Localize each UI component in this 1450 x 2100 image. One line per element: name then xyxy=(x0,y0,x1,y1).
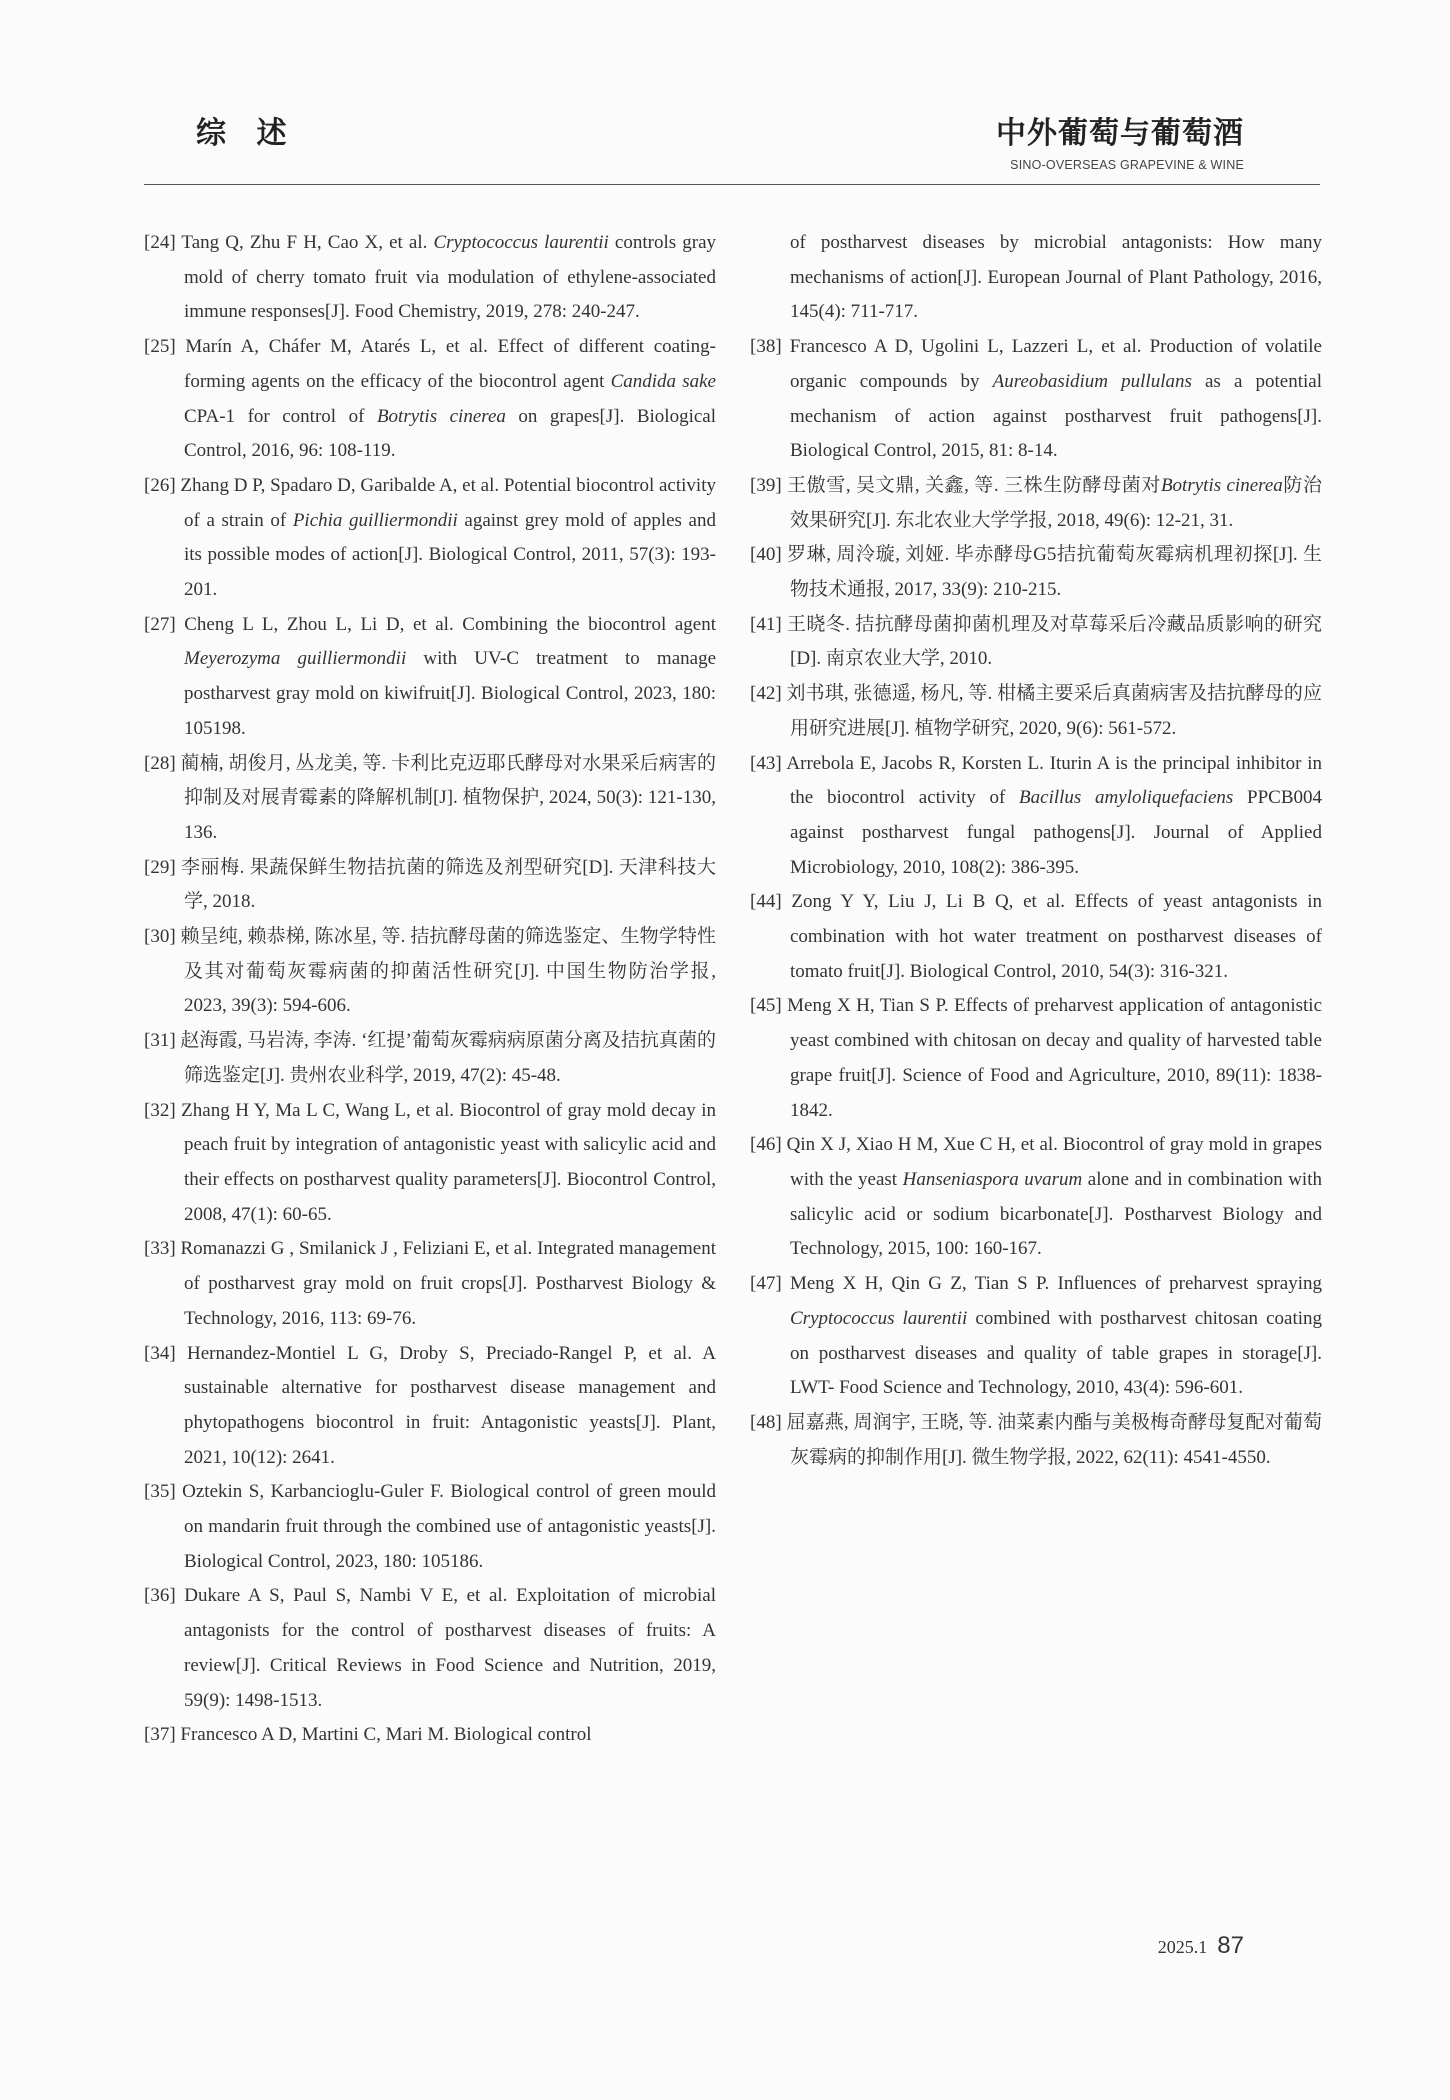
reference-entry: [39] 王傲雪, 吴文鼎, 关鑫, 等. 三株生防酵母菌对Botrytis cinerea防治效果研究[J]. 东北农业大学学报, 2018, 49(6): 12-21, 31. xyxy=(750,474,1322,531)
reference-entry: [36] Dukare A S, Paul S, Nambi V E, et al. Exploitation of microbial antagonists for the control of postharvest diseases of fruits: A review[J]. Critical Reviews in Food Science and Nutrition, 2019, 59(9): 1498-1513. xyxy=(144,1585,716,1711)
journal-title-cn: 中外葡萄与葡萄酒 xyxy=(996,116,1244,151)
header-divider xyxy=(144,184,1320,185)
reference-entry: [27] Cheng L L, Zhou L, Li D, et al. Combining the biocontrol agent Meyerozyma guilliermondii with UV-C treatment to manage postharvest gray mold on kiwifruit[J]. Biological Control, 2023, 180: 105198. xyxy=(144,613,717,739)
page-number: 87 xyxy=(1217,1932,1244,1959)
reference-entry: [40] 罗琳, 周泠璇, 刘娅. 毕赤酵母G5拮抗葡萄灰霉病机理初探[J]. 生物技术通报, 2017, 33(9): 210-215. xyxy=(750,544,1322,601)
reference-entry: [47] Meng X H, Qin G Z, Tian S P. Influences of preharvest spraying Cryptococcus laurentii combined with postharvest chitosan coating on postharvest diseases and quality of table grapes in storage[J]. LWT- Food Science and Technology, 2010, 43(4): 596-601. xyxy=(750,1273,1322,1399)
reference-entry: [24] Tang Q, Zhu F H, Cao X, et al. Cryptococcus laurentii controls gray mold of cherry tomato fruit via modulation of ethylene-associated immune responses[J]. Food Chemistry, 2019, 278: 240-247. xyxy=(144,232,717,323)
reference-entry: [35] Oztekin S, Karbancioglu-Guler F. Biological control of green mould on mandarin fruit through the combined use of antagonistic yeasts[J]. Biological Control, 2023, 180: 105186. xyxy=(144,1481,716,1572)
reference-entry: [31] 赵海霞, 马岩涛, 李涛. ‘红提’葡萄灰霉病病原菌分离及拮抗真菌的筛选鉴定[J]. 贵州农业科学, 2019, 47(2): 45-48. xyxy=(144,1030,716,1086)
reference-entry: [28] 蔺楠, 胡俊月, 丛龙美, 等. 卡利比克迈耶氏酵母对水果采后病害的抑制及对展青霉素的降解机制[J]. 植物保护, 2024, 50(3): 121-130, 136. xyxy=(144,752,716,843)
reference-entry: of postharvest diseases by microbial antagonists: How many mechanisms of action[J]. European Journal of Plant Pathology, 2016, 145(4): 711-717. xyxy=(790,232,1322,323)
reference-entry: [25] Marín A, Cháfer M, Atarés L, et al. Effect of different coating-forming agents on the efficacy of the biocontrol agent Candida sake CPA-1 for control of Botrytis cinerea on grapes[J]. Biological Control, 2016, 96: 108-119. xyxy=(144,336,716,462)
journal-masthead xyxy=(996,108,1244,172)
page-footer xyxy=(1158,1932,1244,1960)
reference-entry: [33] Romanazzi G , Smilanick J , Feliziani E, et al. Integrated management of postharvest gray mold on fruit crops[J]. Postharvest Biology & Technology, 2016, 113: 69-76. xyxy=(144,1238,716,1329)
reference-entry: [34] Hernandez-Montiel L G, Droby S, Preciado-Rangel P, et al. A sustainable alternative for postharvest disease management and phytopathogens biocontrol in fruit: Antagonistic yeasts[J]. Plant, 2021, 10(12): 2641. xyxy=(144,1342,716,1468)
reference-column-left xyxy=(144,226,716,1753)
reference-entry: [41] 王晓冬. 拮抗酵母菌抑菌机理及对草莓采后冷藏品质影响的研究[D]. 南京农业大学, 2010. xyxy=(750,613,1322,670)
reference-entry: [32] Zhang H Y, Ma L C, Wang L, et al. Biocontrol of gray mold decay in peach fruit by integration of antagonistic yeast with salicylic acid and their effects on postharvest quality parameters[J]. Biocontrol Control, 2008, 47(1): 60-65. xyxy=(144,1099,716,1225)
reference-entry: [30] 赖呈纯, 赖恭梯, 陈冰星, 等. 拮抗酵母菌的筛选鉴定、生物学特性及其对葡萄灰霉病菌的抑菌活性研究[J]. 中国生物防治学报, 2023, 39(3): 594-606. xyxy=(144,926,716,1017)
reference-entry: [44] Zong Y Y, Liu J, Li B Q, et al. Effects of yeast antagonists in combination with hot water treatment on postharvest diseases of tomato fruit[J]. Biological Control, 2010, 54(3): 316-321. xyxy=(750,891,1322,982)
reference-entry: [37] Francesco A D, Martini C, Mari M. Biological control xyxy=(144,1724,592,1746)
journal-title-en: SINO-OVERSEAS GRAPEVINE & WINE xyxy=(1010,158,1244,172)
reference-entry: [38] Francesco A D, Ugolini L, Lazzeri L, et al. Production of volatile organic compounds by Aureobasidium pullulans as a potential mechanism of action against postharvest fruit pathogens[J]. Biological Control, 2015, 81: 8-14. xyxy=(750,336,1322,462)
reference-entry: [43] Arrebola E, Jacobs R, Korsten L. Iturin A is the principal inhibitor in the biocontrol activity of Bacillus amyloliquefaciens PPCB004 against postharvest fungal pathogens[J]. Journal of Applied Microbiology, 2010, 108(2): 386-395. xyxy=(750,752,1323,878)
reference-entry: [46] Qin X J, Xiao H M, Xue C H, et al. Biocontrol of gray mold in grapes with the yeast Hanseniaspora uvarum alone and in combination with salicylic acid or sodium bicarbonate[J]. Postharvest Biology and Technology, 2015, 100: 160-167. xyxy=(750,1134,1322,1260)
reference-column-right xyxy=(750,226,1322,1475)
reference-entry: [42] 刘书琪, 张德遥, 杨凡, 等. 柑橘主要采后真菌病害及拮抗酵母的应用研究进展[J]. 植物学研究, 2020, 9(6): 561-572. xyxy=(750,683,1322,739)
reference-entry: [48] 屈嘉燕, 周润宇, 王晓, 等. 油菜素内酯与美极梅奇酵母复配对葡萄灰霉病的抑制作用[J]. 微生物学报, 2022, 62(11): 4541-4550. xyxy=(750,1411,1322,1468)
reference-entry: [45] Meng X H, Tian S P. Effects of preharvest application of antagonistic yeast combined with chitosan on decay and quality of harvested table grape fruit[J]. Science of Food and Agriculture, 2010, 89(11): 1838-1842. xyxy=(750,995,1322,1121)
reference-entry: [29] 李丽梅. 果蔬保鲜生物拮抗菌的筛选及剂型研究[D]. 天津科技大学, 2018. xyxy=(144,856,716,913)
section-title: 综 述 xyxy=(196,116,297,151)
reference-entry: [26] Zhang D P, Spadaro D, Garibalde A, et al. Potential biocontrol activity of a strain of Pichia guilliermondii against grey mold of apples and its possible modes of action[J]. Biological Control, 2011, 57(3): 193-201. xyxy=(144,474,716,601)
issue-label: 2025.1 xyxy=(1157,1937,1208,1957)
